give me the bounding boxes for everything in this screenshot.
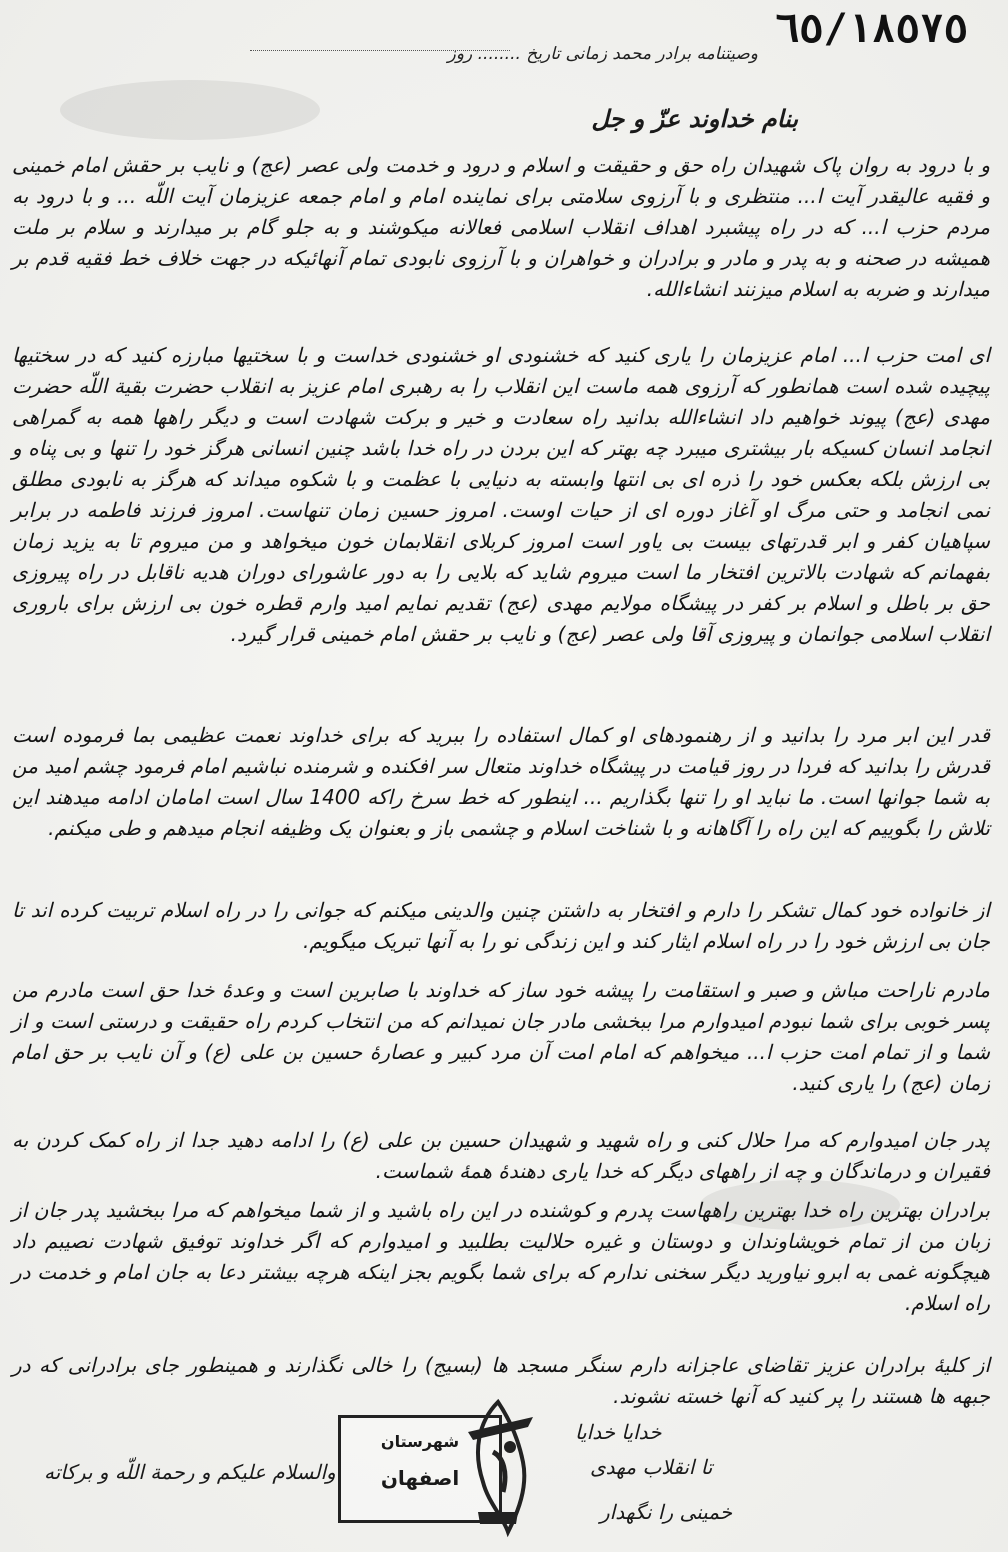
paragraph-brothers: برادران بهترین راه خدا بهترین راههاست پدرم و کوشنده در این راه باشید و از شما میخواهم که مرا ببخشید پدر جان از زبان من از تمام خویشاوندان و دوستان و غیره حلالیت بطلبید و امیدوارم که اگر خداوند توفیق شهادت نصیبم داد هیچگونه غمی به ابرو نیاورید دیگر سخنی ندارم که برای شما بگویم بجز اینکه هرچه بیشتر دعا به جان امام و خدمت در راه اسلام.	[12, 1198, 990, 1315]
paragraph-greetings: و با درود به روان پاک شهیدان راه حق و حقیقت و اسلام و درود و خدمت ولی عصر (عج) و نایب بر حقش امام خمینی و فقیه عالیقدر آیت ا... منتظری و با آرزوی سلامتی برای نماینده امام و امام جمعه عزیزمان آیت اللّه ... و با درود به مردم حزب ا... که در راه پیشبرد اهداف انقلاب اسلامی فعالانه میکوشند و به جلو گام بر میدارند و سلام بر ملت همیشه در صحنه و به پدر و مادر و برادران و خواهران و با آرزوی نابودی تمام آنهائیکه در جهت خلاف خط فقیه قدم بر میدارند و ضربه به اسلام میزنند انشاءالله.	[12, 153, 990, 301]
stamp-city-label: شهرستان	[380, 1432, 460, 1451]
paragraph-leader: قدر این ابر مرد را بدانید و از رهنمودهای او کمال استفاده را ببرید که برای خداوند نعمت عظیمی بما فرموده است قدرش را بدانید که فردا در روز قیامت در پیشگاه خداوند متعال سر افکنده و شرمنده نباشیم امام فرمود چشم امید من به شما جوانها است. ما نباید او را تنها بگذاریم ... اینطور که خط سرخ راکه 1400 سال است امامان ادامه میدهند این تلاش را بگوییم که این راه را آگاهانه و با شناخت اسلام و چشمی باز و بعنوان یک وظیفه انجام میدهم و طی میکنم.	[12, 723, 991, 840]
document-header-line: وصیتنامه برادر محمد زمانی تاریخ ........ روز	[447, 44, 758, 64]
paragraph-request: از کلیهٔ برادران عزیز تقاضای عاجزانه دارم سنگر مسجد ها (بسیج) را خالی نگذارند و همینطور جای برادرانی که در جبهه ها هستند را پر کنید که آنها خسته نشوند.	[12, 1353, 990, 1408]
paragraph-address-nation: ای امت حزب ا... امام عزیزمان را یاری کنید که خشنودی او خشنودی خداست و با سختیها مبارزه کنید که در سختیها پیچیده شده است همانطور که آرزوی همه ماست این انقلاب را به رهبری امام عزیز به انقلاب حضرت بقیة اللّه حضرت مهدی (عج) پیوند خواهیم داد انشاءالله بدانید راه سعادت و خیر و برکت شهادت است و دیگر راهها همه به گمراهی انجامد انسان کسیکه بار بیشتری میبرد چه بهتر که این بردن در راه خدا باشد چنین انسانی هرگز خود را تنها و بی پناه و بی ارزش بلکه بعکس خود را ذره ای بی انتها وابسته به دنیایی با عظمت و با شکوه میداند که هرگز به نابودی مطلق نمی انجامد و حتی مرگ او آغاز دوره ای از حیات اوست. امروز حسین زمان تنهاست. امروز فرزند فاطمه در برابر سپاهیان کفر و ابر قدرتهای بیست بی یاور است امروز کربلای انقلابمان خون میخواهد و من میروم تا به یزید زمان بفهمانم که شهادت بالاترین افتخار ما است میروم شاید که بلایی را به دور عاشورای دوران هدیه ناقابل در راه پیروزی حق بر باطل و اسلام بر کفر در پیشگاه مولایم مهدی (عج) تقدیم نمایم امید وارم قطره خون بی ارزش برای باروری انقلاب اسلامی جوانمان و پیروزی آقا ولی عصر (عج) و نایب بر حقش امام خمینی قرار گیرد.	[12, 343, 991, 646]
paragraph-mother: مادرم ناراحت مباش و صبر و استقامت را پیشه خود ساز که خداوند با صابرین است و وعدهٔ خدا حق است مادرم من پسر خوبی برای شما نبودم امیدوارم مرا ببخشی مادر جان نمیدانم که من انتخاب کردم راه حقیقت و درستی است و از شما و از تمام امت حزب ا... میخواهم که امام امت آن مرد کبیر و عصارهٔ حسین بن علی (ع) و آن نایب بر حق امام زمان (عج) را یاری کنید.	[12, 978, 990, 1095]
stamp-city-name: اصفهان	[380, 1466, 460, 1490]
scan-smudge	[60, 80, 320, 140]
signoff-revolution: تا انقلاب مهدی	[590, 1455, 713, 1479]
sepah-emblem-icon	[448, 1392, 548, 1542]
signoff-prayer: خدایا خدایا	[575, 1420, 662, 1444]
signoff-khomeini: خمینی را نگهدار	[600, 1500, 733, 1524]
paragraph-father: پدر جان امیدوارم که مرا حلال کنی و راه شهید و شهیدان حسین بن علی (ع) را ادامه دهید جدا از راه کمک کردن به فقیران و درماندگان و چه از راههای دیگر که خدا یاری دهندهٔ همهٔ شماست.	[12, 1128, 990, 1183]
signoff-salutation: والسلام علیکم و رحمة اللّه و برکاته	[44, 1460, 336, 1484]
basmala-heading: بنام خداوند عزّ و جل	[591, 105, 798, 133]
document-number: ٦٥/١٨٥٧٥	[775, 6, 968, 52]
paragraph-family: از خانواده خود کمال تشکر را دارم و افتخار به داشتن چنین والدینی میکنم که جوانی را در راه اسلام تربیت کرده اند تا جان بی ارزش خود را در راه اسلام ایثار کند و این زندگی نو را به آنها تبریک میگویم.	[12, 898, 990, 953]
